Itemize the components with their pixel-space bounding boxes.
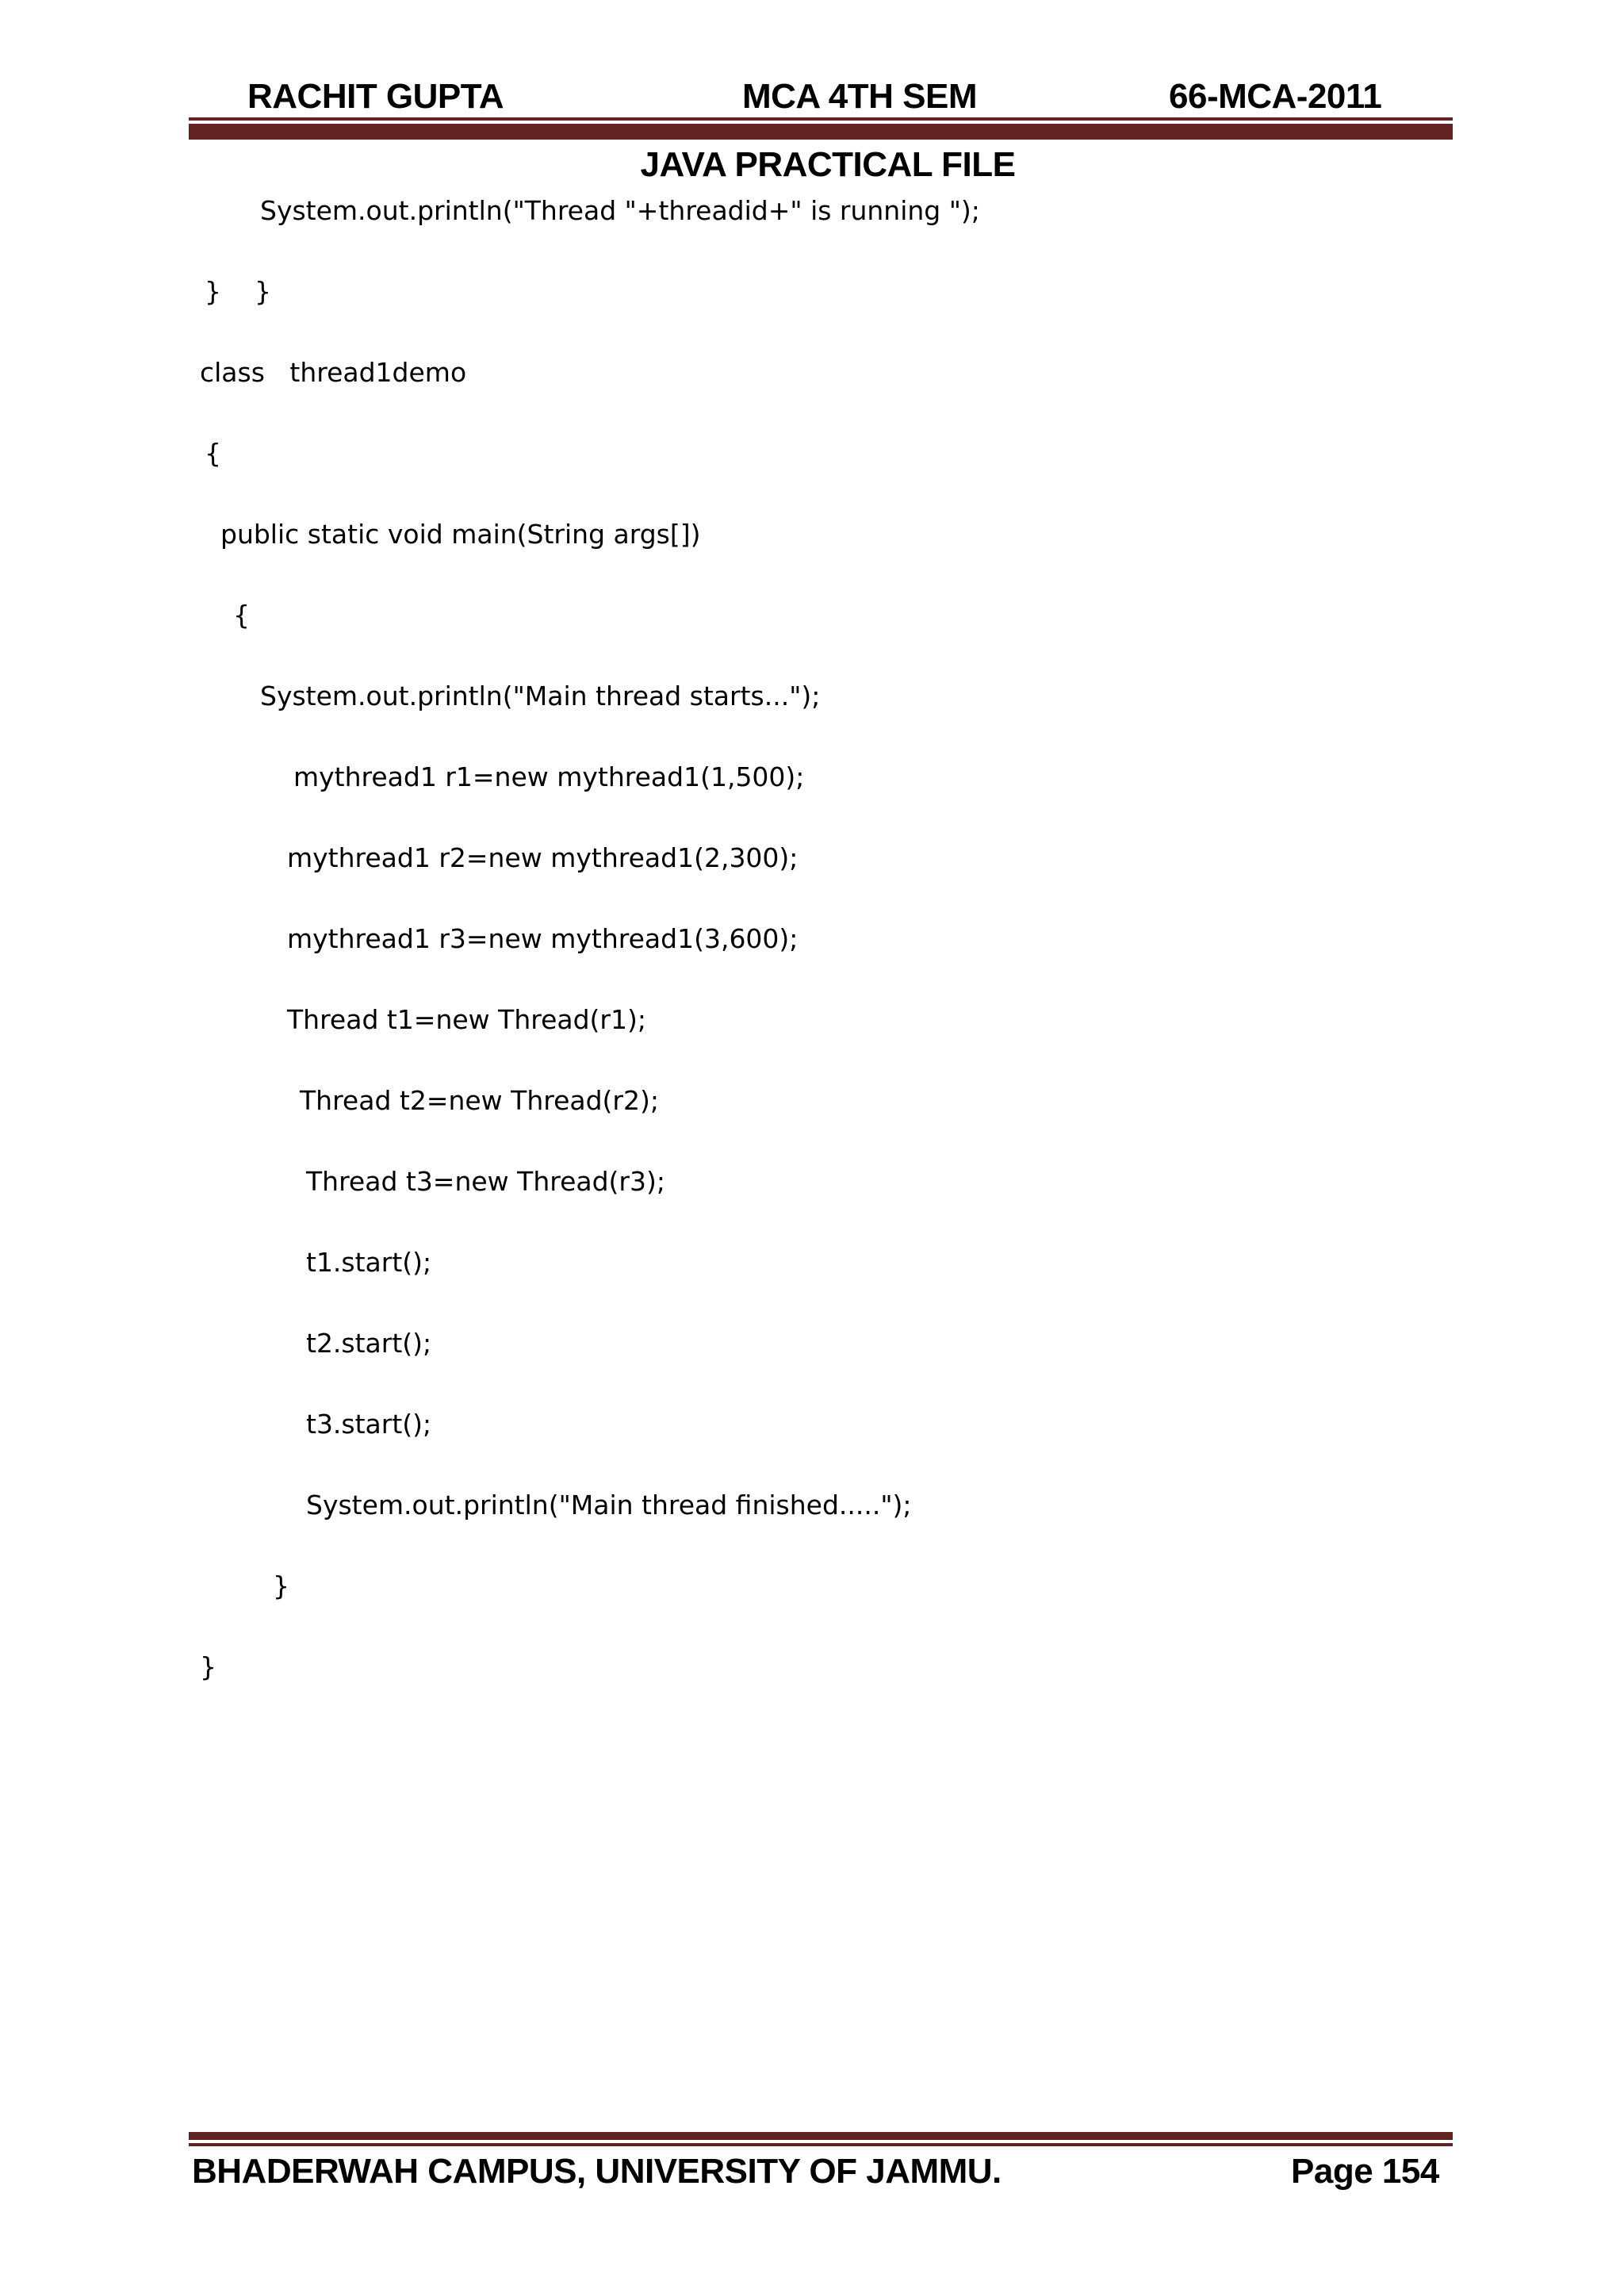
code-line: } } (205, 276, 271, 307)
code-line: } (273, 1570, 289, 1601)
code-line: System.out.println("Main thread finished....."); (306, 1490, 912, 1520)
code-line: Thread t2=new Thread(r2); (300, 1085, 659, 1116)
code-line: public static void main(String args[]) (220, 519, 701, 550)
header-roll-number: 66-MCA-2011 (1169, 77, 1382, 116)
code-line: System.out.println("Main thread starts..."); (260, 681, 821, 711)
code-line: class thread1demo (200, 357, 467, 388)
page-number: Page 154 (1291, 2152, 1439, 2191)
header-rule (189, 117, 1453, 140)
header-semester: MCA 4TH SEM (742, 77, 977, 116)
code-line: { (233, 600, 250, 631)
code-line: mythread1 r2=new mythread1(2,300); (287, 842, 799, 873)
code-line: t3.start(); (306, 1409, 432, 1440)
code-line: System.out.println("Thread "+threadid+" is running "); (260, 195, 980, 226)
code-line: { (205, 438, 221, 469)
footer-campus: BHADERWAH CAMPUS, UNIVERSITY OF JAMMU. (192, 2152, 1002, 2191)
header-author: RACHIT GUPTA (247, 77, 504, 116)
code-line: Thread t1=new Thread(r1); (287, 1004, 646, 1035)
code-line: Thread t3=new Thread(r3); (306, 1166, 665, 1197)
code-line: t1.start(); (306, 1247, 432, 1278)
code-line: t2.start(); (306, 1328, 432, 1359)
code-line: mythread1 r3=new mythread1(3,600); (287, 923, 799, 954)
document-title: JAVA PRACTICAL FILE (640, 145, 1016, 184)
footer-rule (189, 2132, 1453, 2146)
code-line: mythread1 r1=new mythread1(1,500); (293, 761, 805, 792)
code-line: } (200, 1651, 216, 1682)
